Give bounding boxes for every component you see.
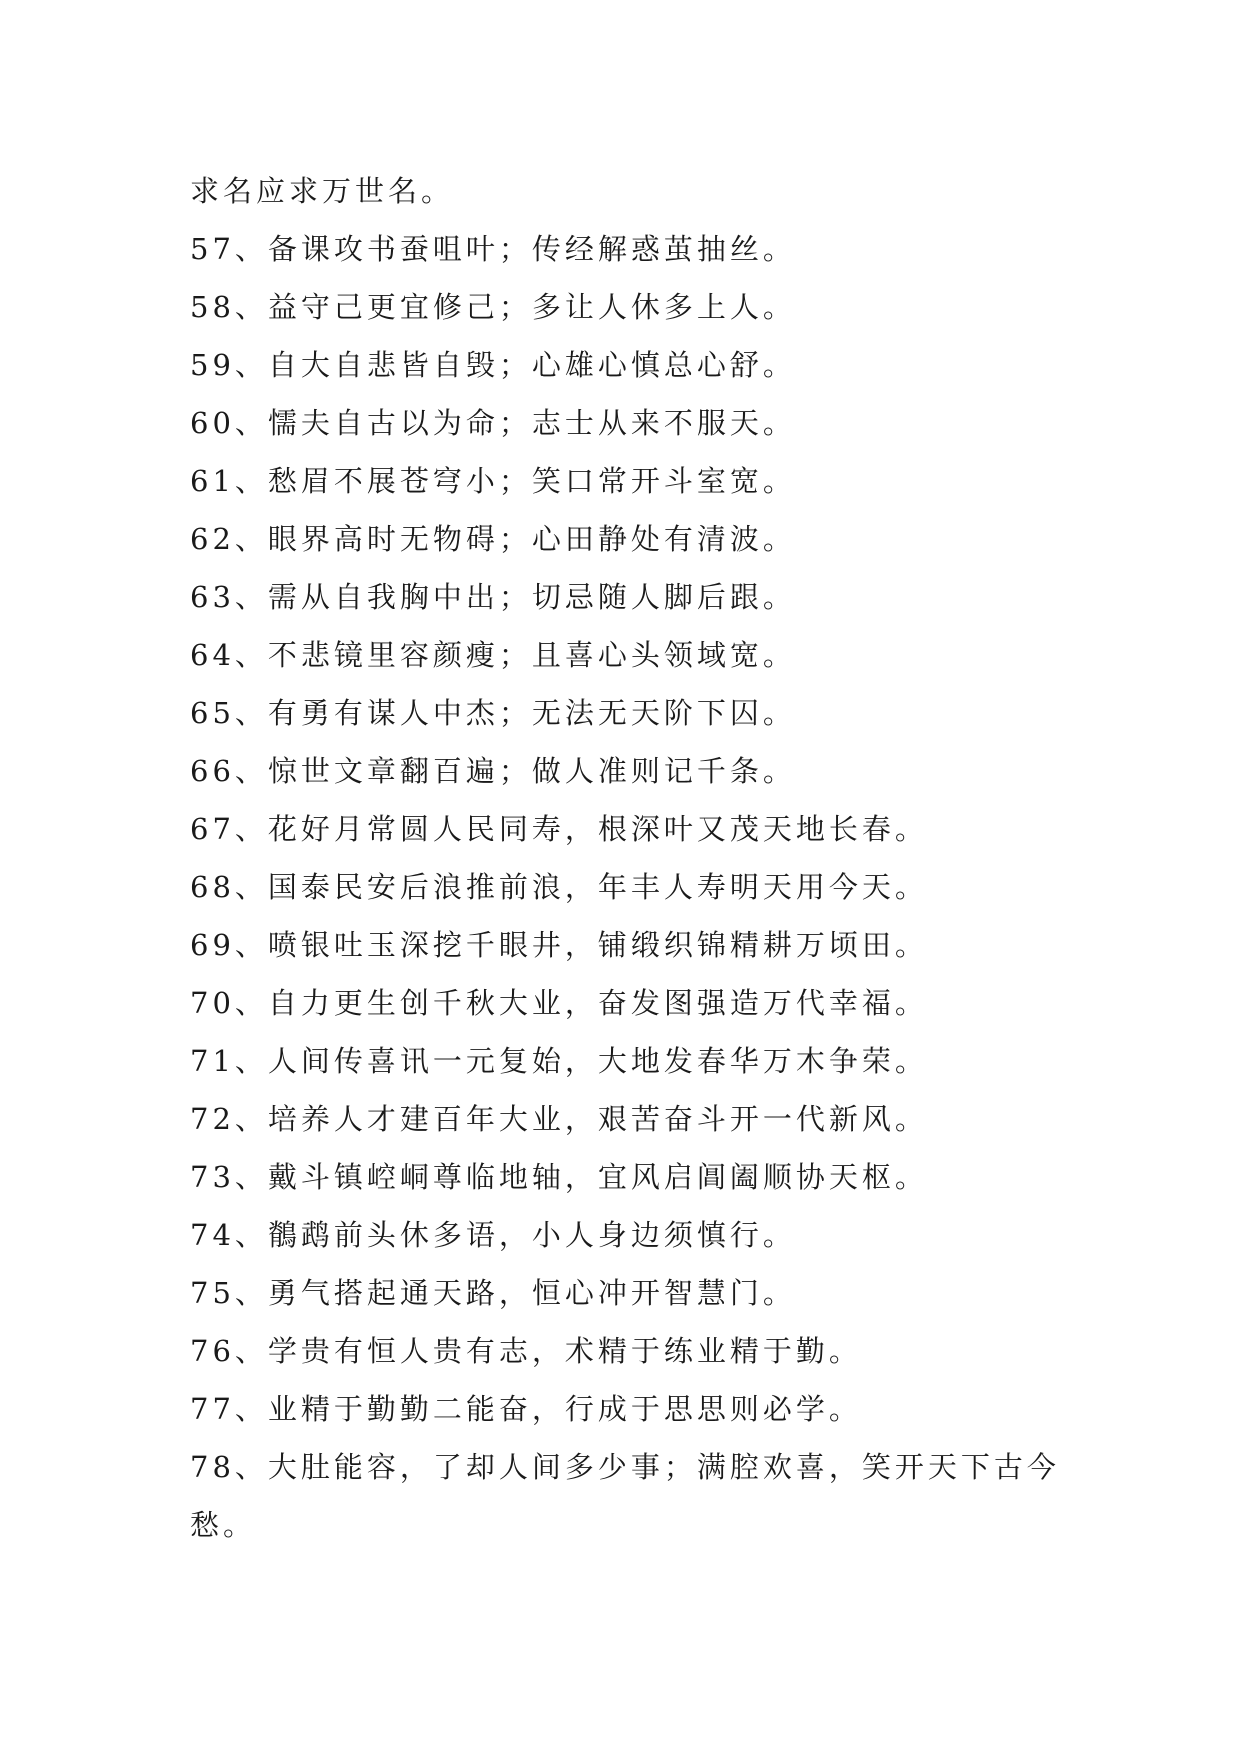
text-line: 71、人间传喜讯一元复始，大地发春华万木争荣。 <box>190 1044 928 1078</box>
text-line: 67、花好月常圆人民同寿，根深叶又茂天地长春。 <box>190 812 928 846</box>
text-line: 63、需从自我胸中出；切忌随人脚后跟。 <box>190 580 796 614</box>
text-line: 70、自力更生创千秋大业，奋发图强造万代幸福。 <box>190 986 928 1020</box>
text-line: 78、大肚能容，了却人间多少事；满腔欢喜，笑开天下古今 <box>190 1450 1060 1484</box>
text-line: 62、眼界高时无物碍；心田静处有清波。 <box>190 522 796 556</box>
text-line: 73、戴斗镇崆峒尊临地轴，宜风启阊阖顺协天枢。 <box>190 1160 928 1194</box>
text-line: 74、鶺鹉前头休多语，小人身边须慎行。 <box>190 1218 796 1252</box>
text-line: 58、益守己更宜修己；多让人休多上人。 <box>190 290 796 324</box>
text-line: 68、国泰民安后浪推前浪，年丰人寿明天用今天。 <box>190 870 928 904</box>
text-line: 57、备课攻书蚕咀叶；传经解惑茧抽丝。 <box>190 232 796 266</box>
text-line: 69、喷银吐玉深挖千眼井，铺缎织锦精耕万顷田。 <box>190 928 928 962</box>
text-line: 59、自大自悲皆自毁；心雄心慎总心舒。 <box>190 348 796 382</box>
text-line: 75、勇气搭起通天路，恒心冲开智慧门。 <box>190 1276 796 1310</box>
document-body <box>190 162 1070 1554</box>
text-line: 61、愁眉不展苍穹小；笑口常开斗室宽。 <box>190 464 796 498</box>
text-line: 72、培养人才建百年大业，艰苦奋斗开一代新风。 <box>190 1102 928 1136</box>
text-line: 76、学贵有恒人贵有志，术精于练业精于勤。 <box>190 1334 862 1368</box>
text-line: 求名应求万世名。 <box>190 174 455 208</box>
text-line: 66、惊世文章翻百遍；做人准则记千条。 <box>190 754 796 788</box>
text-line: 60、懦夫自古以为命；志士从来不服天。 <box>190 406 796 440</box>
text-line: 愁。 <box>190 1508 257 1542</box>
text-line: 64、不悲镜里容颜瘦；且喜心头领域宽。 <box>190 638 796 672</box>
text-line: 77、业精于勤勤二能奋，行成于思思则必学。 <box>190 1392 862 1426</box>
text-line: 65、有勇有谋人中杰；无法无天阶下囚。 <box>190 696 796 730</box>
